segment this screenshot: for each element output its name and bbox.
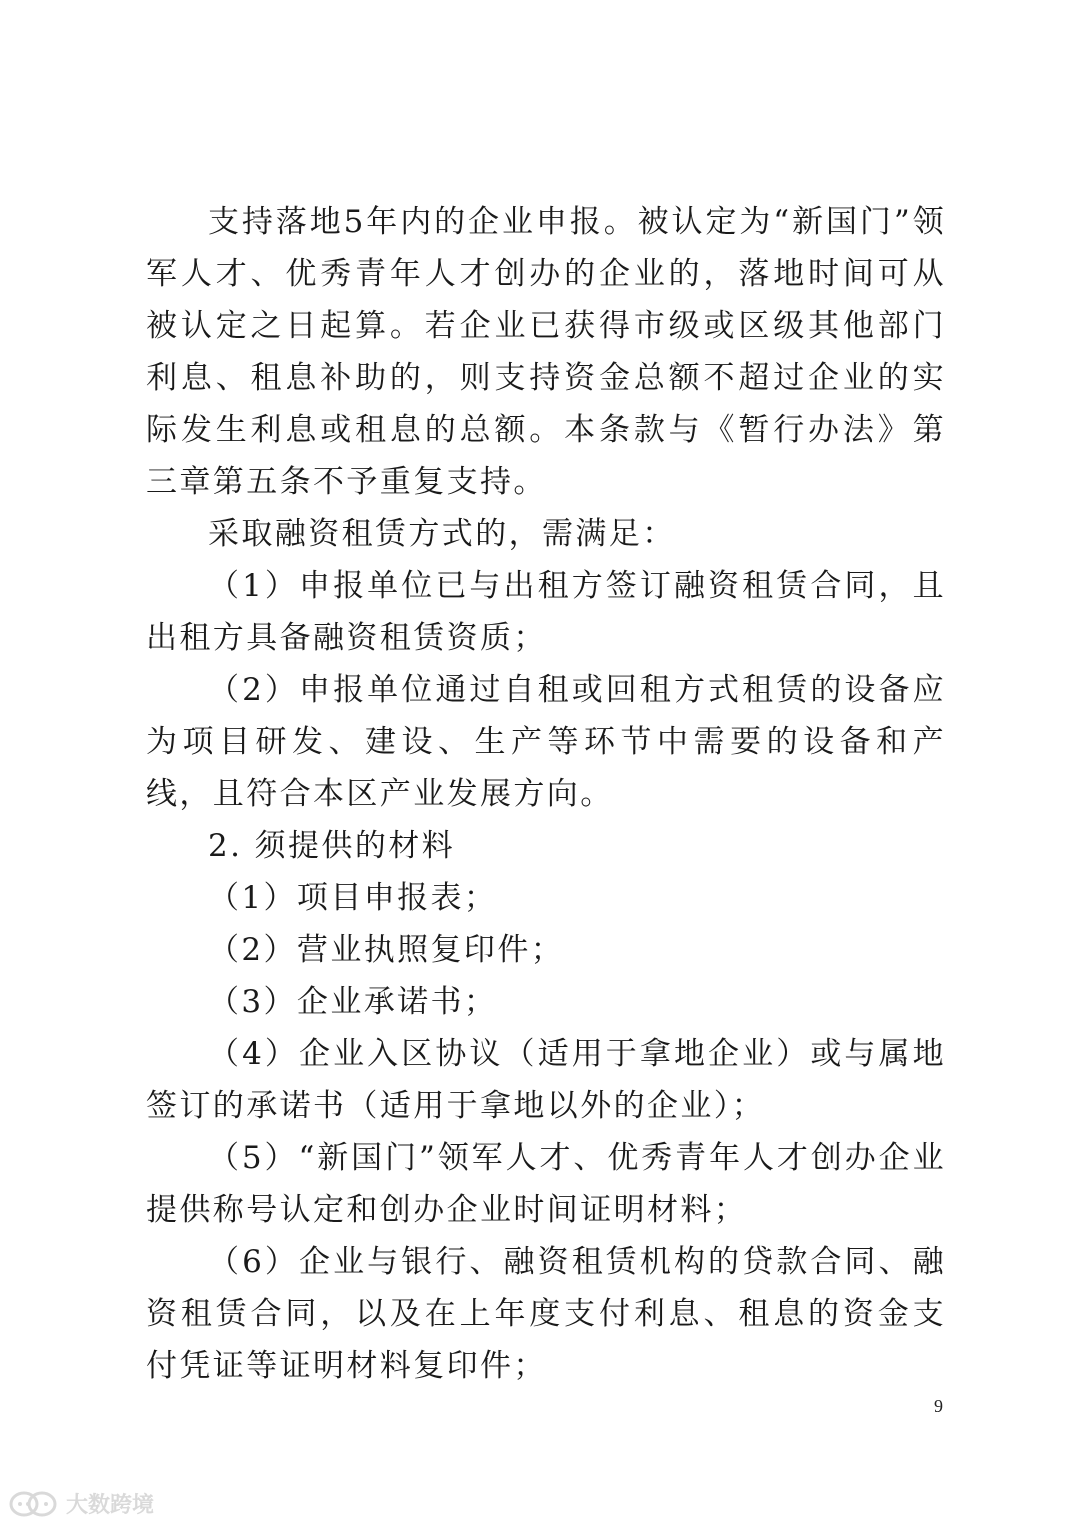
material-item-4: （4）企业入区协议（适用于拿地企业）或与属地签订的承诺书（适用于拿地以外的企业）； — [146, 1036, 946, 1124]
material-item-5: （5）“新国门”领军人才、优秀青年人才创办企业提供称号认定和创办企业时间证明材料； — [146, 1140, 946, 1228]
paragraph-leasing-item-2: （2）申报单位通过自租或回租方式租赁的设备应为项目研发、建设、生产等环节中需要的设备和产线，且符合本区产业发展方向。 — [146, 672, 946, 812]
watermark-text: 大数跨境 — [66, 1493, 155, 1518]
material-item-2: （2）营业执照复印件； — [208, 932, 565, 968]
document-body — [146, 196, 946, 1392]
material-item-1: （1）项目申报表； — [208, 880, 498, 916]
chat-bubbles-icon — [8, 1489, 60, 1519]
page-number: 9 — [934, 1396, 943, 1416]
paragraph-leasing-requirements: 采取融资租赁方式的，需满足： — [208, 516, 676, 552]
paragraph-leasing-item-1: （1）申报单位已与出租方签订融资租赁合同，且出租方具备融资租赁资质； — [146, 568, 946, 656]
material-item-6: （6）企业与银行、融资租赁机构的贷款合同、融资租赁合同，以及在上年度支付利息、租息的资金支付凭证等证明材料复印件； — [146, 1244, 946, 1384]
material-item-3: （3）企业承诺书； — [208, 984, 498, 1020]
section-heading-materials: 2. 须提供的材料 — [208, 828, 456, 864]
paragraph-support-scope: 支持落地5年内的企业申报。被认定为“新国门”领军人才、优秀青年人才创办的企业的，落地时间可从被认定之日起算。若企业已获得市级或区级其他部门利息、租息补助的，则支持资金总额不超过企业的实际发生利息或租息的总额。本条款与《暂行办法》第三章第五条不予重复支持。 — [146, 204, 946, 500]
watermark — [8, 1488, 154, 1519]
